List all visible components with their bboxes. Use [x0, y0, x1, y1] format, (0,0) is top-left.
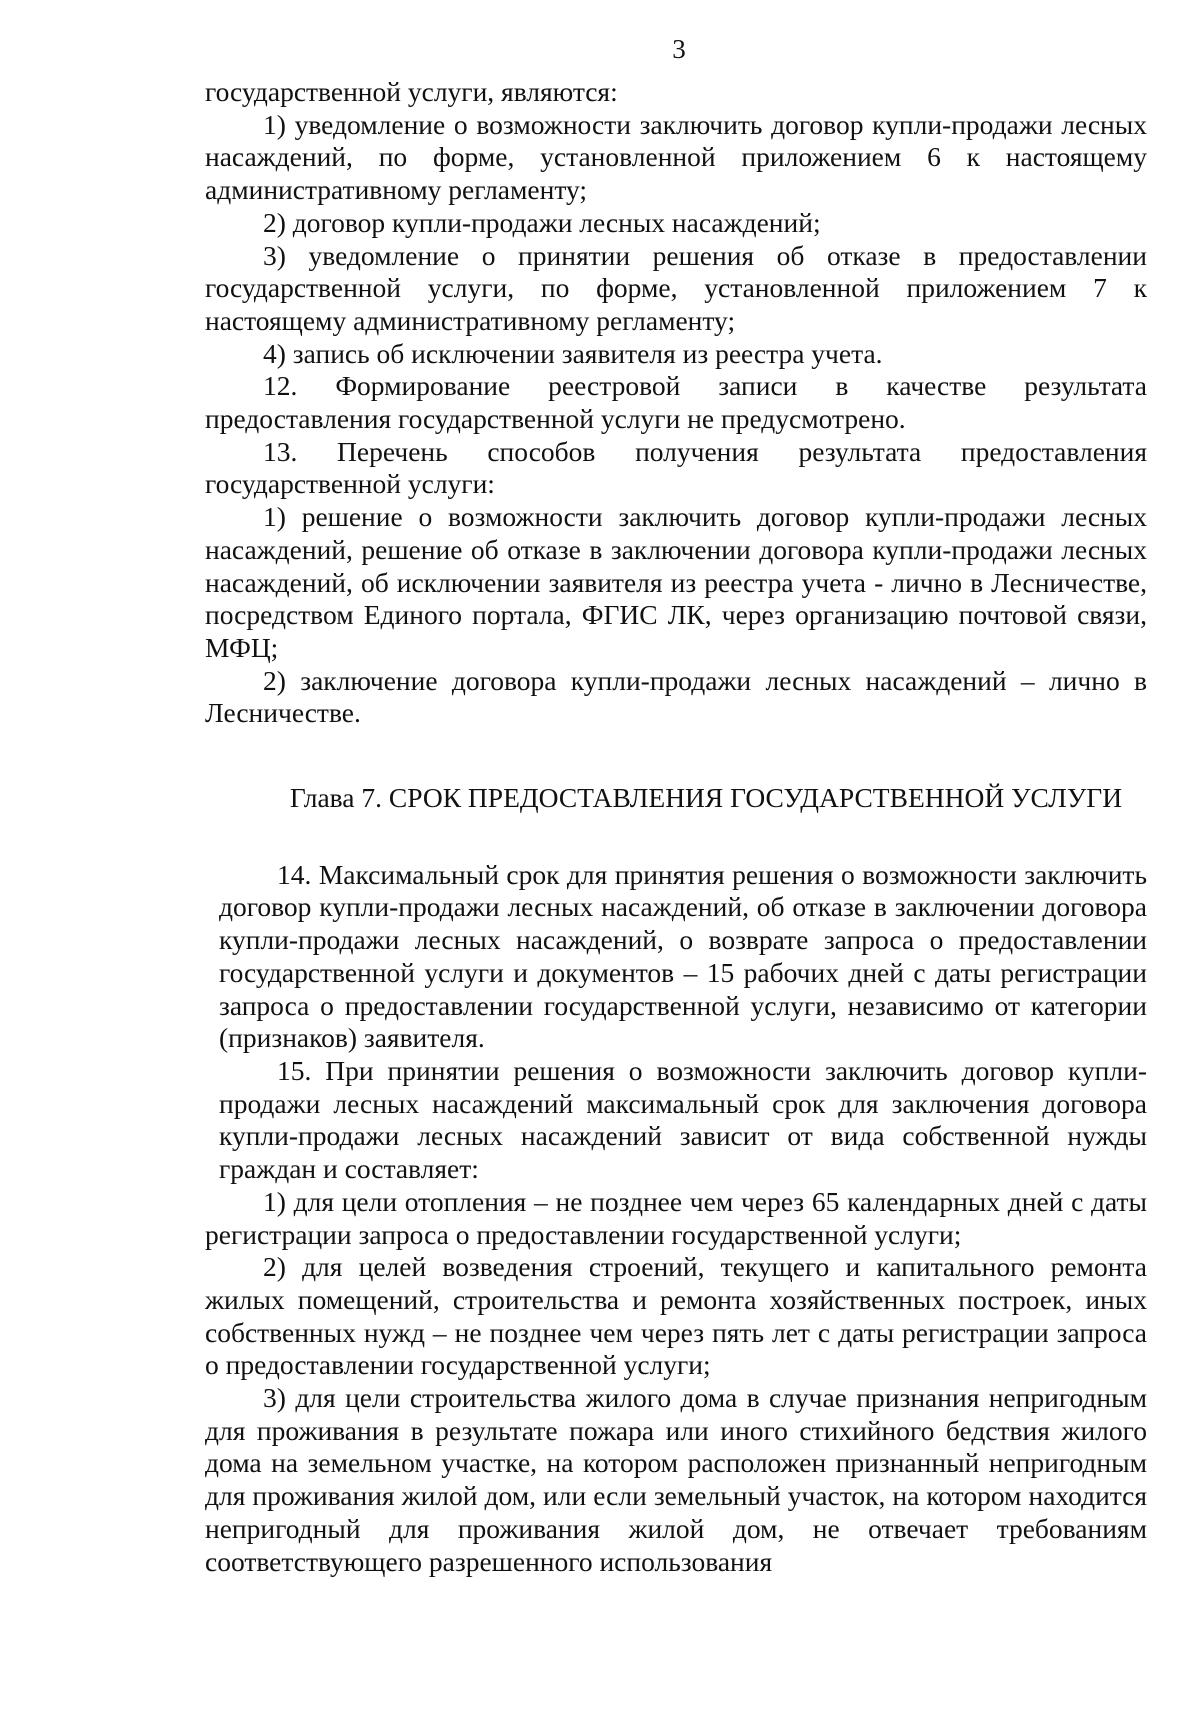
paragraph: 2) заключение договора купли-продажи лесных насаждений – лично в Лесничестве.: [205, 664, 1147, 729]
paragraph: 3) уведомление о принятии решения об отказе в предоставлении государственной услуги, по форме, установленной приложением 7 к настоящему административному регламенту;: [205, 239, 1147, 336]
paragraph: 12. Формирование реестровой записи в качестве результата предоставления государственной услуги не предусмотрено.: [205, 370, 1147, 435]
paragraph: 15. При принятии решения о возможности заключить договор купли-продажи лесных насаждений максимальный срок для заключения договора купли-продажи лесных насаждений зависит от вида собственной нужды граждан и составляет:: [219, 1054, 1147, 1185]
paragraph: 3) для цели строительства жилого дома в случае признания непригодным для проживания в результате пожара или иного стихийного бедствия жилого дома на земельном участке, на котором расположен признанный непригодным для проживания жилой дом, или если земельный участок, на котором находится непригодный для проживания жилой дом, не отвечает требованиям соответствующего разрешенного использования: [205, 1382, 1147, 1577]
section-before-chapter: [205, 76, 1147, 730]
paragraph: 1) для цели отопления – не позднее чем через 65 календарных дней с даты регистрации запроса о предоставлении государственной услуги;: [205, 1185, 1147, 1250]
paragraph: государственной услуги, являются:: [205, 76, 618, 107]
paragraph: 1) решение о возможности заключить договор купли-продажи лесных насаждений, решение об отказе в заключении договора купли-продажи лесных насаждений, об исключении заявителя из реестра учета - лично в Лесничестве, посредством Единого портала, ФГИС ЛК, через организацию почтовой связи, МФЦ;: [205, 501, 1147, 663]
paragraph: 4) запись об исключении заявителя из реестра учета.: [263, 337, 883, 369]
page-number: 3: [672, 34, 686, 64]
section-list-items: [205, 1186, 1147, 1578]
chapter-title: Глава 7. СРОК ПРЕДОСТАВЛЕНИЯ ГОСУДАРСТВЕННОЙ УСЛУГИ: [289, 782, 1123, 814]
paragraph: 2) для целей возведения строений, текущего и капитального ремонта жилых помещений, строительства и ремонта хозяйственных построек, иных собственных нужд – не позднее чем через пять лет с даты регистрации запроса о предоставлении государственной услуги;: [205, 1251, 1147, 1381]
paragraph: 14. Максимальный срок для принятия решения о возможности заключить договор купли-продажи лесных насаждений, об отказе в заключении договора купли-продажи лесных насаждений, о возврате запроса о предоставлении государственной услуги и документов – 15 рабочих дней с даты регистрации запроса о предоставлении государственной услуги, независимо от категории (признаков) заявителя.: [219, 858, 1147, 1054]
paragraph: 13. Перечень способов получения результата предоставления государственной услуги:: [205, 435, 1147, 500]
document-body: [205, 76, 1147, 1578]
paragraph: 2) договор купли-продажи лесных насаждений;: [263, 206, 821, 238]
paragraph: 1) уведомление о возможности заключить договор купли-продажи лесных насаждений, по форме, установленной приложением 6 к настоящему административному регламенту;: [205, 108, 1147, 206]
section-chapter-paragraphs: [219, 859, 1147, 1186]
